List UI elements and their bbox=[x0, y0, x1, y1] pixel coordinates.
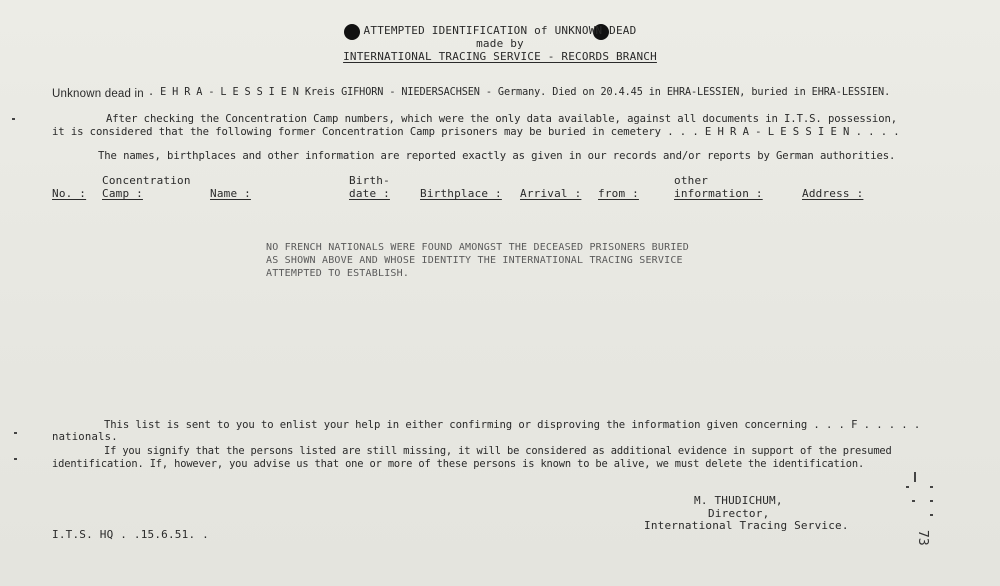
header-organization: INTERNATIONAL TRACING SERVICE - RECORDS BRANCH bbox=[343, 50, 657, 63]
column-camp-top: Concentration bbox=[102, 174, 191, 187]
margin-mark bbox=[912, 500, 915, 502]
column-information: information : bbox=[674, 187, 763, 200]
column-birth-top: Birth- bbox=[349, 174, 390, 187]
column-birthplace: Birthplace : bbox=[420, 187, 502, 200]
margin-mark bbox=[930, 514, 933, 516]
column-no: No. : bbox=[52, 187, 87, 200]
margin-mark bbox=[14, 432, 17, 434]
column-from: from : bbox=[598, 187, 639, 200]
column-name: Name : bbox=[210, 187, 251, 200]
margin-mark bbox=[906, 486, 909, 488]
margin-mark bbox=[914, 472, 916, 482]
margin-mark bbox=[12, 118, 15, 120]
paragraph-reported: The names, birthplaces and other information are reported exactly as given in our records and/or reports by German authorities. bbox=[98, 150, 896, 162]
paragraph-checking-line1: After checking the Concentration Camp numbers, which were the only data available, against all documents in I.T.S. possession, bbox=[106, 113, 898, 125]
header-title: ATTEMPTED IDENTIFICATION of UNKNOWN DEAD bbox=[363, 24, 637, 37]
margin-mark bbox=[14, 458, 17, 460]
closing-line2: nationals. bbox=[52, 431, 118, 443]
signature-organization: International Tracing Service. bbox=[644, 519, 849, 532]
column-address: Address : bbox=[802, 187, 864, 200]
column-other-top: other bbox=[674, 174, 709, 187]
closing-line4: identification. If, however, you advise us that one or more of these persons is known to be alive, we must delete the identification. bbox=[52, 458, 865, 470]
margin-mark bbox=[930, 500, 933, 502]
signature-title: Director, bbox=[708, 507, 770, 520]
footer-reference: I.T.S. HQ . .15.6.51. . bbox=[52, 528, 209, 541]
signature-name: M. THUDICHUM, bbox=[694, 494, 783, 507]
column-arrival: Arrival : bbox=[520, 187, 582, 200]
notice-line2: AS SHOWN ABOVE AND WHOSE IDENTITY THE INTERNATIONAL TRACING SERVICE bbox=[266, 255, 683, 266]
column-birthdate: date : bbox=[349, 187, 390, 200]
margin-mark bbox=[930, 486, 933, 488]
closing-line1: This list is sent to you to enlist your help in either confirming or disproving the information given concerning . . . F . . . . . bbox=[104, 419, 921, 431]
page-number: 73 bbox=[915, 530, 930, 546]
notice-line1: NO FRENCH NATIONALS WERE FOUND AMONGST THE DECEASED PRISONERS BURIED bbox=[266, 242, 689, 253]
closing-line3: If you signify that the persons listed are still missing, it will be considered as additional evidence in support of the presumed bbox=[104, 445, 892, 457]
header-made-by: made by bbox=[476, 37, 524, 50]
column-camp: Camp : bbox=[102, 187, 143, 200]
notice-line3: ATTEMPTED TO ESTABLISH. bbox=[266, 268, 410, 279]
paragraph-checking-line2: it is considered that the following former Concentration Camp prisoners may be buried in cemetery . . . E H R A - L E S S I E N . . . . bbox=[52, 126, 900, 138]
unknown-dead-label: Unknown dead in bbox=[52, 88, 144, 100]
unknown-dead-place: . E H R A - L E S S I E N Kreis GIFHORN - NIEDERSACHSEN - Germany. Died on 20.4.45 in EHRA-LESSIEN, buried in EHRA-LESSIEN. bbox=[148, 87, 891, 98]
